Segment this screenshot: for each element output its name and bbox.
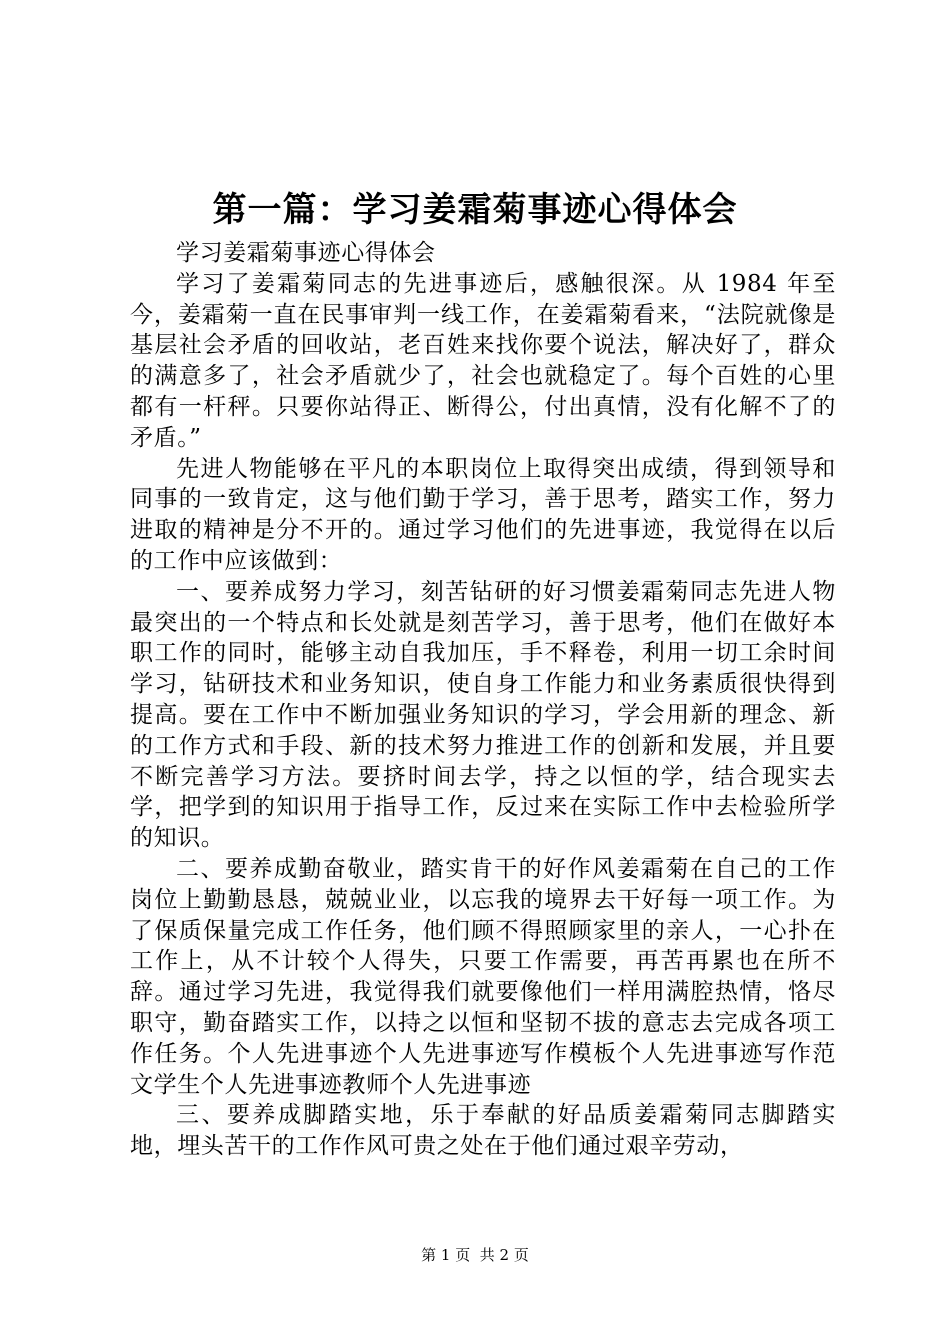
document-subtitle: 学习姜霜菊事迹心得体会 — [176, 240, 436, 266]
paragraph: 学习了姜霜菊同志的先进事迹后，感触很深。从 1984 年至今，姜霜菊一直在民事审判一线工作，在姜霜菊看来，“法院就像是基层社会矛盾的回收站，老百姓来找你要个说法，解决好了，群众的满意多了，社会矛盾就少了，社会也就稳定了。每个百姓的心里都有一杆秤。只要你站得正、断得公，付出真情，没有化解不了的矛盾。” — [130, 270, 836, 451]
paragraph: 先进人物能够在平凡的本职岗位上取得突出成绩，得到领导和同事的一致肯定，这与他们勤于学习，善于思考，踏实工作，努力进取的精神是分不开的。通过学习他们的先进事迹，我觉得在以后的工作中应该做到： — [130, 455, 836, 574]
page-number: 第 1 页 共 2 页 — [421, 1246, 529, 1264]
page-footer — [0, 1245, 950, 1265]
paragraph: 一、要养成努力学习，刻苦钻研的好习惯姜霜菊同志先进人物最突出的一个特点和长处就是刻苦学习，善于思考，他们在做好本职工作的同时，能够主动自我加压，手不释卷，利用一切工余时间学习，钻研技术和业务知识，使自身工作能力和业务素质很快得到提高。要在工作中不断加强业务知识的学习，学会用新的理念、新的工作方式和手段、新的技术努力推进工作的创新和发展，并且要不断完善学习方法。要挤时间去学，持之以恒的学，结合现实去学，把学到的知识用于指导工作，反过来在实际工作中去检验所学的知识。 — [130, 578, 836, 852]
document-body — [130, 238, 836, 1162]
paragraph: 三、要养成脚踏实地，乐于奉献的好品质姜霜菊同志脚踏实地，埋头苦干的工作作风可贵之处在于他们通过艰辛劳动， — [130, 1102, 836, 1160]
paragraph: 二、要养成勤奋敬业，踏实肯干的好作风姜霜菊在自己的工作岗位上勤勤恳恳，兢兢业业，以忘我的境界去干好每一项工作。为了保质保量完成工作任务，他们顾不得照顾家里的亲人，一心扑在工作上，从不计较个人得失，只要工作需要，再苦再累也在所不辞。通过学习先进，我觉得我们就要像他们一样用满腔热情，恪尽职守，勤奋踏实工作，以持之以恒和坚韧不拔的意志去完成各项工作任务。个人先进事迹个人先进事迹写作模板个人先进事迹写作范文学生个人先进事迹教师个人先进事迹 — [130, 855, 836, 1098]
document-title: 第一篇：学习姜霜菊事迹心得体会 — [212, 190, 738, 230]
